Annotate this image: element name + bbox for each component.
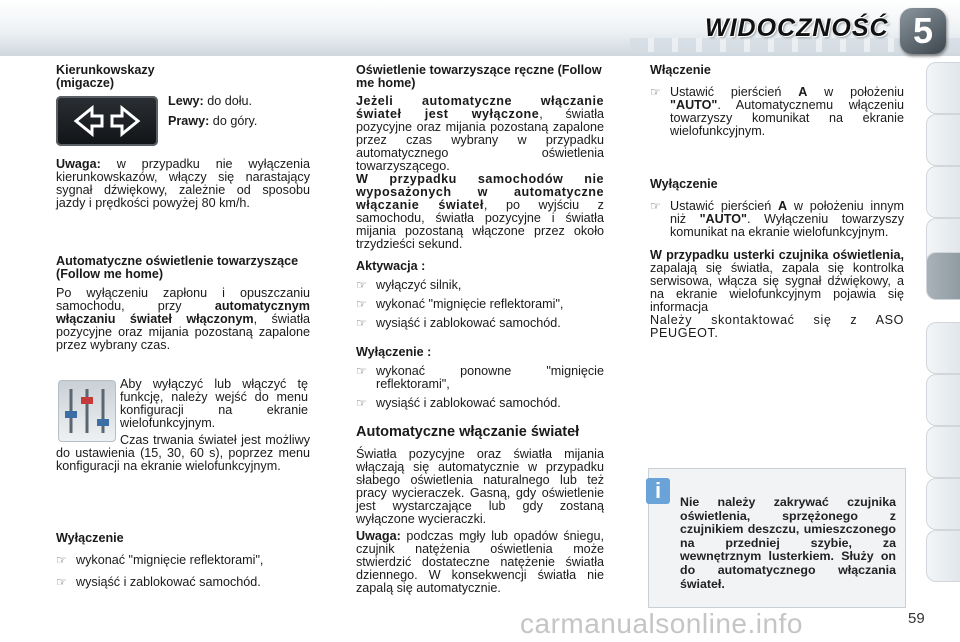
heading-turn-signals: Kierunkowskazy (migacze)	[56, 63, 155, 90]
heading-deactivation: Wyłączenie :	[356, 345, 432, 359]
menu-instruction	[120, 378, 308, 430]
right-label: Prawy:	[168, 114, 210, 128]
heading-manual-follow-me-home: Oświetlenie towarzyszące ręczne (Follow me home)	[356, 63, 602, 90]
turn-signal-directions	[168, 95, 308, 128]
left-text: do dołu.	[203, 94, 253, 108]
sensor-fault-text: zapalają się światła, zapala się kontrolka serwisowa, włącza się sygnał dźwiękowy, a na ekranie wielofunkcyjnym pojawia się informacja	[650, 261, 904, 314]
auto-follow-me-home-section	[56, 255, 310, 352]
chapter-tabs	[926, 62, 960, 642]
page-title: WIDOCZNOŚĆ	[705, 14, 889, 42]
page-number: 59	[908, 610, 925, 627]
config-menu-icon	[58, 380, 116, 442]
follow-paragraph-bold: automatycznym włączaniu świateł włączonym	[56, 299, 310, 326]
text: Ustawić pierścień	[670, 85, 799, 99]
column-3	[650, 64, 904, 138]
chapter-tab	[926, 166, 960, 218]
pointing-hand-icon: ☞	[356, 297, 367, 311]
left-label: Lewy:	[168, 94, 204, 108]
chapter-number: 5	[900, 8, 946, 54]
text: . Automatycznemu włączeniu towarzyszy komunikat na ekranie wielofunkcyjnym.	[670, 98, 904, 138]
note-label: Uwaga:	[356, 529, 401, 543]
ring-label: A	[778, 199, 788, 213]
chapter-tab	[926, 530, 960, 582]
manual-bold: Jeżeli automatyczne włączanie świateł jest wyłączone	[356, 94, 604, 121]
chapter-tab	[926, 62, 960, 114]
text: w położeniu innym niż	[670, 199, 905, 226]
manual-text: , światła pozycyjne oraz mijania pozostaną zapalone przez czas wybrany w przypadku automatycznego oświetlenia towarzyszącego.	[356, 107, 604, 173]
heading-activation: Aktywacja :	[356, 259, 426, 273]
pointing-hand-icon: ☞	[356, 316, 367, 330]
follow-paragraph-a: Po wyłączeniu zapłonu i opuszczaniu samochodu, przy	[56, 286, 310, 313]
pointing-hand-icon: ☞	[650, 85, 661, 99]
ring-label: A	[798, 85, 808, 99]
pointing-hand-icon: ☞	[356, 396, 367, 410]
info-icon: i	[646, 478, 670, 504]
pointing-hand-icon: ☞	[56, 553, 67, 567]
info-text: Nie należy zakrywać czujnika oświetlenia, sprzężonego z czujnikiem deszczu, umieszczonego na przedniej szybie, za wewnętrznym lusterkiem. Służy on do automatycznego włączania świateł.	[680, 495, 896, 591]
note-text: podczas mgły lub opadów śniegu, czujnik natężenia oświetlenia może stwierdzić dostateczne natężenie światła dziennego. W konsekwencji światła nie zapalą się automatycznie.	[356, 529, 604, 595]
column-3-deactivation	[650, 178, 904, 340]
text: . Wyłączeniu towarzyszy komunikat na ekranie wielofunkcyjnym.	[670, 212, 904, 239]
watermark: carmanualsonline.info	[520, 608, 803, 639]
deactivation-section-1	[56, 532, 310, 589]
turn-signal-arrows-icon	[56, 96, 158, 146]
bullet-text: wykonać "mignięcie reflektorami",	[76, 553, 264, 567]
heading-auto-follow-me-home: Automatyczne oświetlenie towarzyszące (Follow me home)	[56, 254, 299, 281]
bullet-text: wykonać ponowne "mignięcie reflektorami",	[376, 364, 604, 391]
note-label: Uwaga:	[56, 157, 101, 171]
text: Ustawić pierścień	[670, 199, 779, 213]
follow-paragraph-b: , światła pozycyjne oraz mijania pozostaną zapalone przez wybrany czas.	[56, 312, 310, 352]
chapter-tab	[926, 478, 960, 530]
pointing-hand-icon: ☞	[356, 364, 367, 378]
note-text: w przypadku nie wyłączenia kierunkowskazów, włączy się narastający sygnał dźwiękowy, zależnie od sposobu jazdy i prędkości powyżej 80 km/h.	[56, 157, 310, 210]
menu-instruction-text: Aby wyłączyć lub włączyć tę funkcję, należy wejść do menu konfiguracji na ekranie wielofunkcyjnym.	[120, 377, 308, 430]
column-2	[356, 64, 604, 595]
turn-signal-note	[56, 158, 310, 210]
chapter-tab	[926, 374, 960, 426]
contact-dealer-text: Należy skontaktować się z ASO PEUGEOT.	[650, 313, 904, 340]
bullet-text: wyłączyć silnik,	[376, 278, 462, 292]
pointing-hand-icon: ☞	[650, 199, 661, 213]
no-auto-bold: W przypadku samochodów nie wyposażonych w automatyczne włączanie świateł	[356, 172, 604, 212]
chapter-tab	[926, 322, 960, 374]
chapter-tab-active	[926, 252, 960, 300]
bullet-text: wysiąść i zablokować samochód.	[376, 396, 561, 410]
chapter-tab	[926, 114, 960, 166]
duration-text: Czas trwania świateł jest możliwy do ustawienia (15, 30, 60 s), poprzez menu konfiguracji na ekranie wielofunkcyjnym.	[56, 433, 310, 473]
auto-label: "AUTO"	[699, 212, 747, 226]
auto-label: "AUTO"	[670, 98, 718, 112]
bullet-text: wysiąść i zablokować samochód.	[376, 316, 561, 330]
pointing-hand-icon: ☞	[356, 278, 367, 292]
bullet-text: wysiąść i zablokować samochód.	[76, 575, 261, 589]
right-text: do góry.	[209, 114, 258, 128]
chapter-tab	[926, 426, 960, 478]
sensor-fault-bold: W przypadku usterki czujnika oświetlenia,	[650, 248, 904, 262]
heading-deactivation: Wyłączenie	[650, 177, 718, 191]
duration-paragraph	[56, 434, 310, 473]
text: w położeniu	[807, 85, 905, 99]
automatic-lights-text: Światła pozycyjne oraz światła mijania włączają się automatycznie w przypadku słabego oświetlenia naturalnego lub też pracy wycieraczek. Gasną, gdy oświetlenie jest wystarczające lub gdy zostaną wyłączone wycieraczki.	[356, 447, 604, 526]
bullet-text: wykonać "mignięcie reflektorami",	[376, 297, 564, 311]
heading-automatic-lights: Automatyczne włączanie świateł	[356, 424, 580, 440]
heading-activation: Włączenie	[650, 63, 711, 77]
pointing-hand-icon: ☞	[56, 575, 67, 589]
column-1	[56, 64, 310, 90]
no-auto-text: , po wyjściu z samochodu, światła pozycyjne i światła mijania pozostaną włączone przez około trzydzieści sekund.	[356, 198, 604, 251]
heading-deactivation: Wyłączenie	[56, 531, 124, 545]
